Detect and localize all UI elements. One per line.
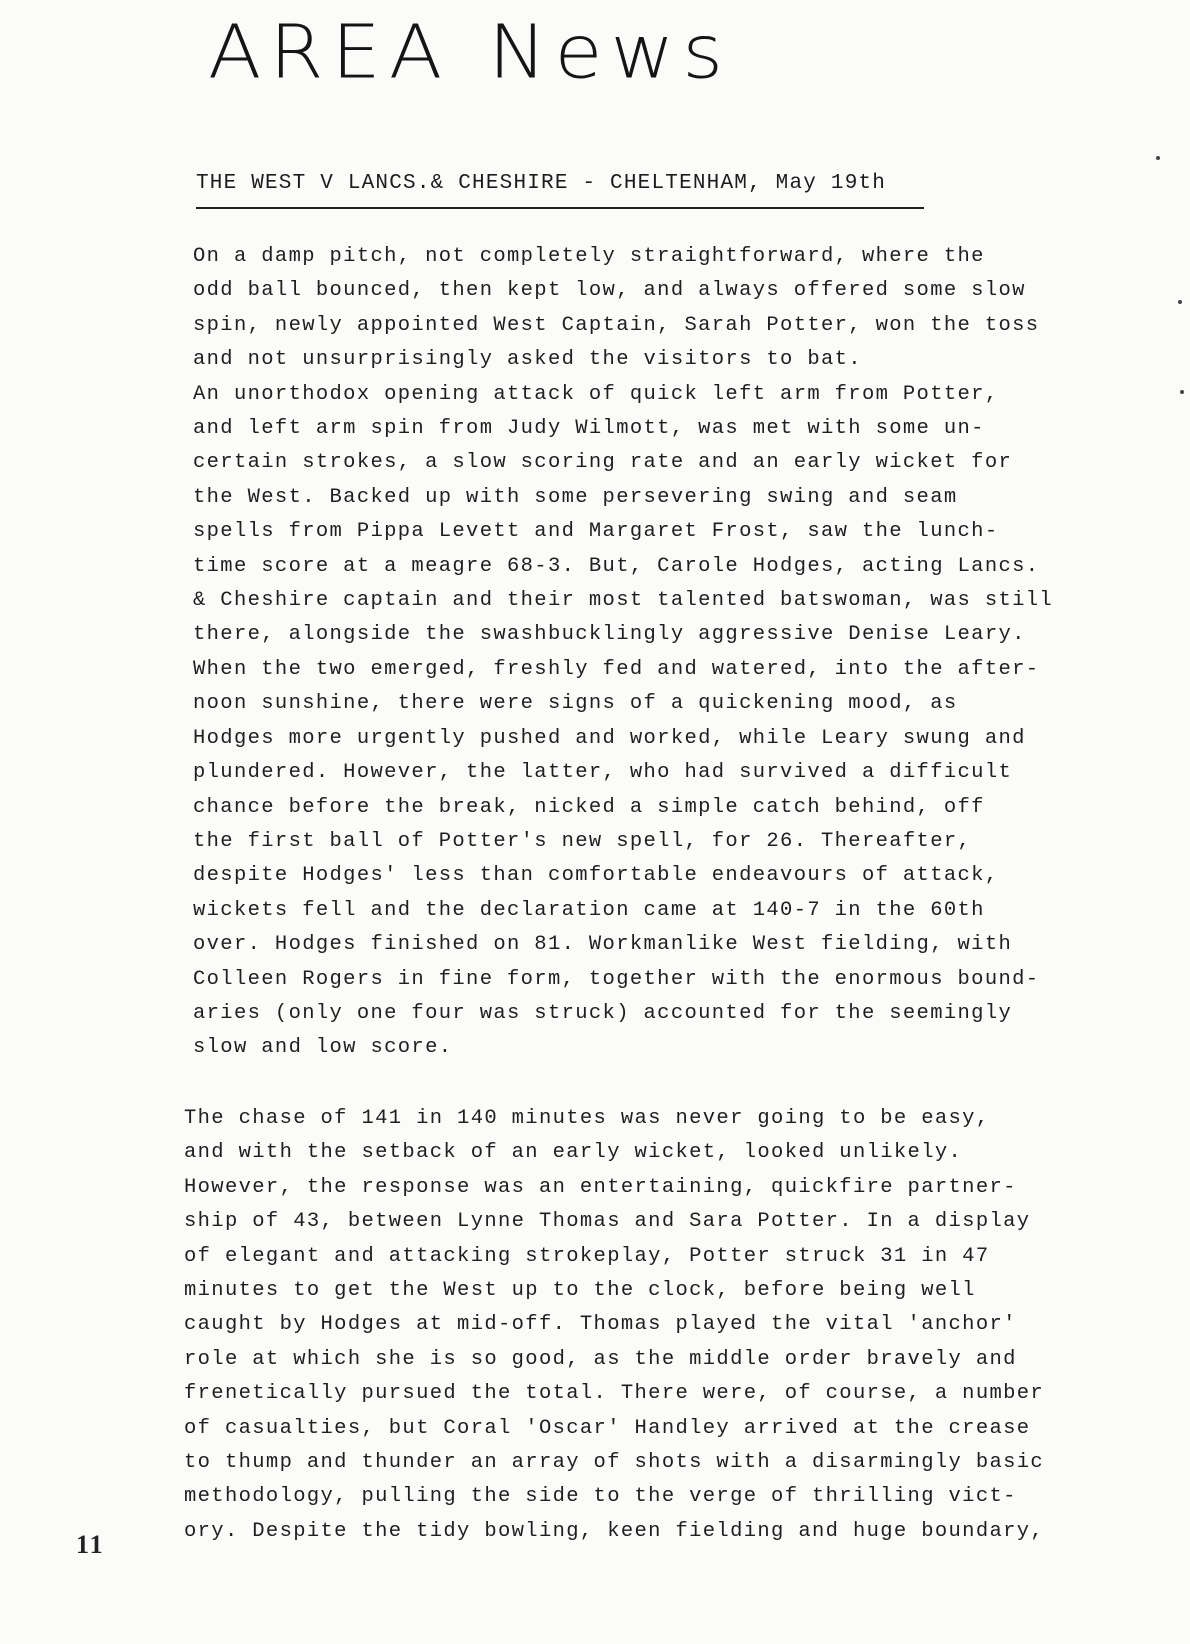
scan-speck — [1178, 300, 1182, 304]
masthead-word-news: News — [488, 10, 731, 96]
article-paragraph-1: On a damp pitch, not completely straightforward, where the odd ball bounced, then kept low, and always offered some slow spin, newly appointed West Captain, Sarah Potter, won the toss and not unsurprisingly asked the visitors to bat. An unorthodox opening attack of quick left arm from Potter, and left arm spin from Judy Wilmott, was met with some un- certain strokes, a slow scoring rate and an early wicket for the West. Backed up with some persevering swing and seam spells from Pippa Levett and Margaret Frost, saw the lunch- time score at a meagre 68-3. But, Carole Hodges, acting Lancs. & Cheshire captain and their most talented batswoman, was still there, alongside the swashbucklingly aggressive Denise Leary. When the two emerged, freshly fed and watered, into the after- noon sunshine, there were signs of a quickening mood, as Hodges more urgently pushed and worked, while Leary swung and plundered. However, the latter, who had survived a difficult chance before the break, nicked a simple catch behind, off the first ball of Potter's new spell, for 26. Thereafter, despite Hodges' less than comfortable endeavours of attack, wickets fell and the declaration came at 140-7 in the 60th over. Hodges finished on 81. Workmanlike West fielding, with Colleen Rogers in fine form, together with the enormous bound- aries (only one four was struck) accounted for the seemingly slow and low score. — [193, 245, 1054, 1060]
article-paragraph-2: The chase of 141 in 140 minutes was never going to be easy, and with the setback of an early wicket, looked unlikely. However, the response was an entertaining, quickfire partner- ship of 43, between Lynne Thomas and Sara Potter. In a display of elegant and attacking strokeplay, Potter struck 31 in 47 minutes to get the West up to the clock, before being well caught by Hodges at mid-off. Thomas played the vital 'anchor' role at which she is so good, as the middle order bravely and frenetically pursued the total. There were, of course, a number of casualties, but Coral 'Oscar' Handley arrived at the crease to thump and thunder an array of shots with a disarmingly basic methodology, pulling the side to the verge of thrilling vict- ory. Despite the tidy bowling, keen fielding and huge boundary, — [184, 1107, 1045, 1543]
masthead-word-area: AREA — [208, 10, 451, 96]
scan-speck — [1180, 390, 1184, 394]
page-number: 11 — [76, 1530, 105, 1559]
scan-speck — [1156, 156, 1160, 160]
article-headline: THE WEST V LANCS.& CHESHIRE - CHELTENHAM, May 19th — [196, 172, 924, 209]
masthead-title — [208, 10, 731, 96]
